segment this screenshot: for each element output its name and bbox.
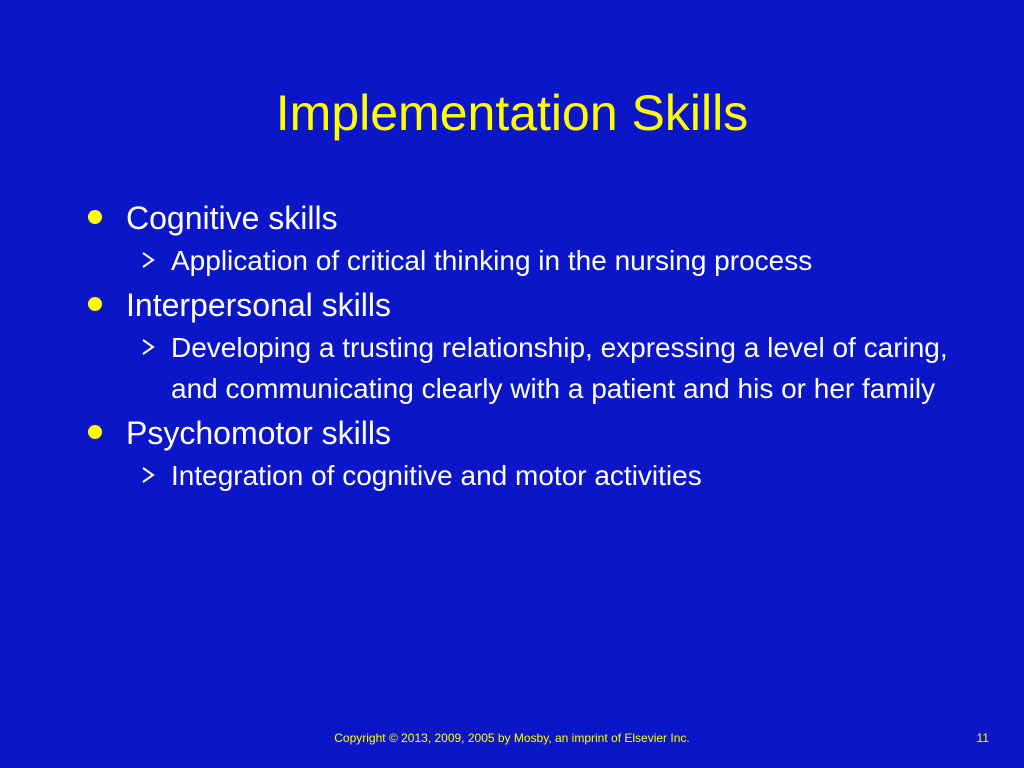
bullet-text: Cognitive skills — [126, 200, 338, 236]
copyright-footer: Copyright © 2013, 2009, 2005 by Mosby, an imprint of Elsevier Inc. — [334, 731, 690, 745]
bullet-item-interpersonal — [88, 283, 968, 327]
bullet-circle-icon — [88, 297, 102, 311]
bullet-list — [88, 196, 968, 498]
sub-bullet-text: Application of critical thinking in the nursing process — [171, 245, 813, 276]
bullet-text: Psychomotor skills — [126, 415, 391, 451]
arrow-bullet-icon — [141, 338, 157, 356]
bullet-item-psychomotor — [88, 411, 968, 455]
sub-bullet-item — [141, 327, 968, 409]
slide-title: Implementation Skills — [275, 85, 749, 141]
page-number: 11 — [976, 731, 989, 745]
sub-bullet-text: Integration of cognitive and motor activities — [171, 460, 702, 491]
sub-bullet-item — [141, 455, 968, 496]
arrow-bullet-icon — [141, 251, 157, 269]
bullet-item-cognitive — [88, 196, 968, 240]
bullet-circle-icon — [88, 425, 102, 439]
bullet-text: Interpersonal skills — [126, 287, 391, 323]
bullet-circle-icon — [88, 210, 102, 224]
sub-bullet-text: Developing a trusting relationship, expressing a level of caring, and communicating clearly with a patient and his or her family — [171, 332, 948, 404]
sub-bullet-item — [141, 240, 968, 281]
arrow-bullet-icon — [141, 466, 157, 484]
